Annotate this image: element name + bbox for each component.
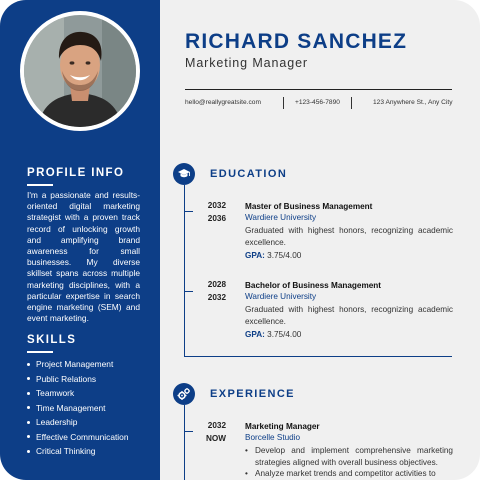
timeline-marker <box>184 211 193 212</box>
profile-summary: I'm a passionate and results-oriented digital marketing strategist with a proven track record of unlocking growth and amplifying brand awareness for small businesses. My diverse skillset spans across multiple marketing disciplines, with a particular expertise in search engine marketing (SEM) and event marketing. <box>27 190 140 324</box>
skill-item: Time Management <box>27 401 128 416</box>
contact-email: hello@reallygreatsite.com <box>185 99 261 106</box>
education-year-end: 2032 <box>207 293 226 302</box>
education-year-start: 2028 <box>207 280 226 289</box>
skills-underline <box>27 351 53 353</box>
skills-list <box>27 357 128 459</box>
section-divider <box>184 356 452 357</box>
experience-bullets <box>245 445 453 480</box>
skill-item: Critical Thinking <box>27 444 128 459</box>
timeline-marker <box>184 291 193 292</box>
skill-item: Effective Communication <box>27 430 128 445</box>
bullet-icon <box>27 450 30 453</box>
profile-photo-frame <box>20 11 140 131</box>
graduation-cap-icon <box>173 163 195 185</box>
education-year-start: 2032 <box>207 201 226 210</box>
bullet-icon <box>27 435 30 438</box>
bullet-icon <box>27 406 30 409</box>
bullet-icon <box>27 392 30 395</box>
education-degree: Master of Business Management <box>245 202 373 211</box>
bullet-icon: • <box>245 446 248 455</box>
experience-year-start: 2032 <box>207 421 226 430</box>
education-year-end: 2036 <box>207 214 226 223</box>
education-description: Graduated with highest honors, recognizing academic excellence. <box>245 305 453 326</box>
education-description: Graduated with highest honors, recognizing academic excellence. <box>245 226 453 247</box>
contact-address: 123 Anywhere St., Any City <box>373 99 453 106</box>
bullet-icon <box>27 377 30 380</box>
experience-year-end: NOW <box>205 434 226 443</box>
contact-separator <box>283 97 284 109</box>
contact-phone: +123-456-7890 <box>295 99 340 106</box>
education-gpa: GPA: 3.75/4.00 <box>245 330 302 339</box>
skill-item: Project Management <box>27 357 128 372</box>
list-item: • Analyze market trends and competitor activities to <box>245 469 436 478</box>
header-divider <box>185 89 452 90</box>
list-item: • Develop and implement comprehensive marketing strategies aligned with overall business objectives. <box>245 446 453 467</box>
education-school: Wardiere University <box>245 292 317 301</box>
gears-icon <box>173 383 195 405</box>
bullet-icon <box>27 421 30 424</box>
experience-role: Marketing Manager <box>245 422 320 431</box>
profile-photo <box>24 15 136 127</box>
education-school: Wardiere University <box>245 213 317 222</box>
candidate-title: Marketing Manager <box>185 56 308 70</box>
experience-company: Borcelle Studio <box>245 433 301 442</box>
bullet-icon <box>27 363 30 366</box>
education-degree: Bachelor of Business Management <box>245 281 382 290</box>
skills-heading: SKILLS <box>27 334 77 346</box>
sidebar <box>0 0 160 480</box>
skill-item: Public Relations <box>27 372 128 387</box>
profile-info-underline <box>27 184 53 186</box>
education-heading: EDUCATION <box>210 168 288 180</box>
profile-info-heading: PROFILE INFO <box>27 167 125 179</box>
bullet-icon: • <box>245 469 248 478</box>
contact-separator <box>351 97 352 109</box>
education-gpa: GPA: 3.75/4.00 <box>245 251 302 260</box>
candidate-name: RICHARD SANCHEZ <box>185 30 408 53</box>
skill-item: Leadership <box>27 415 128 430</box>
experience-heading: EXPERIENCE <box>210 388 295 400</box>
timeline-marker <box>184 431 193 432</box>
skill-item: Teamwork <box>27 386 128 401</box>
